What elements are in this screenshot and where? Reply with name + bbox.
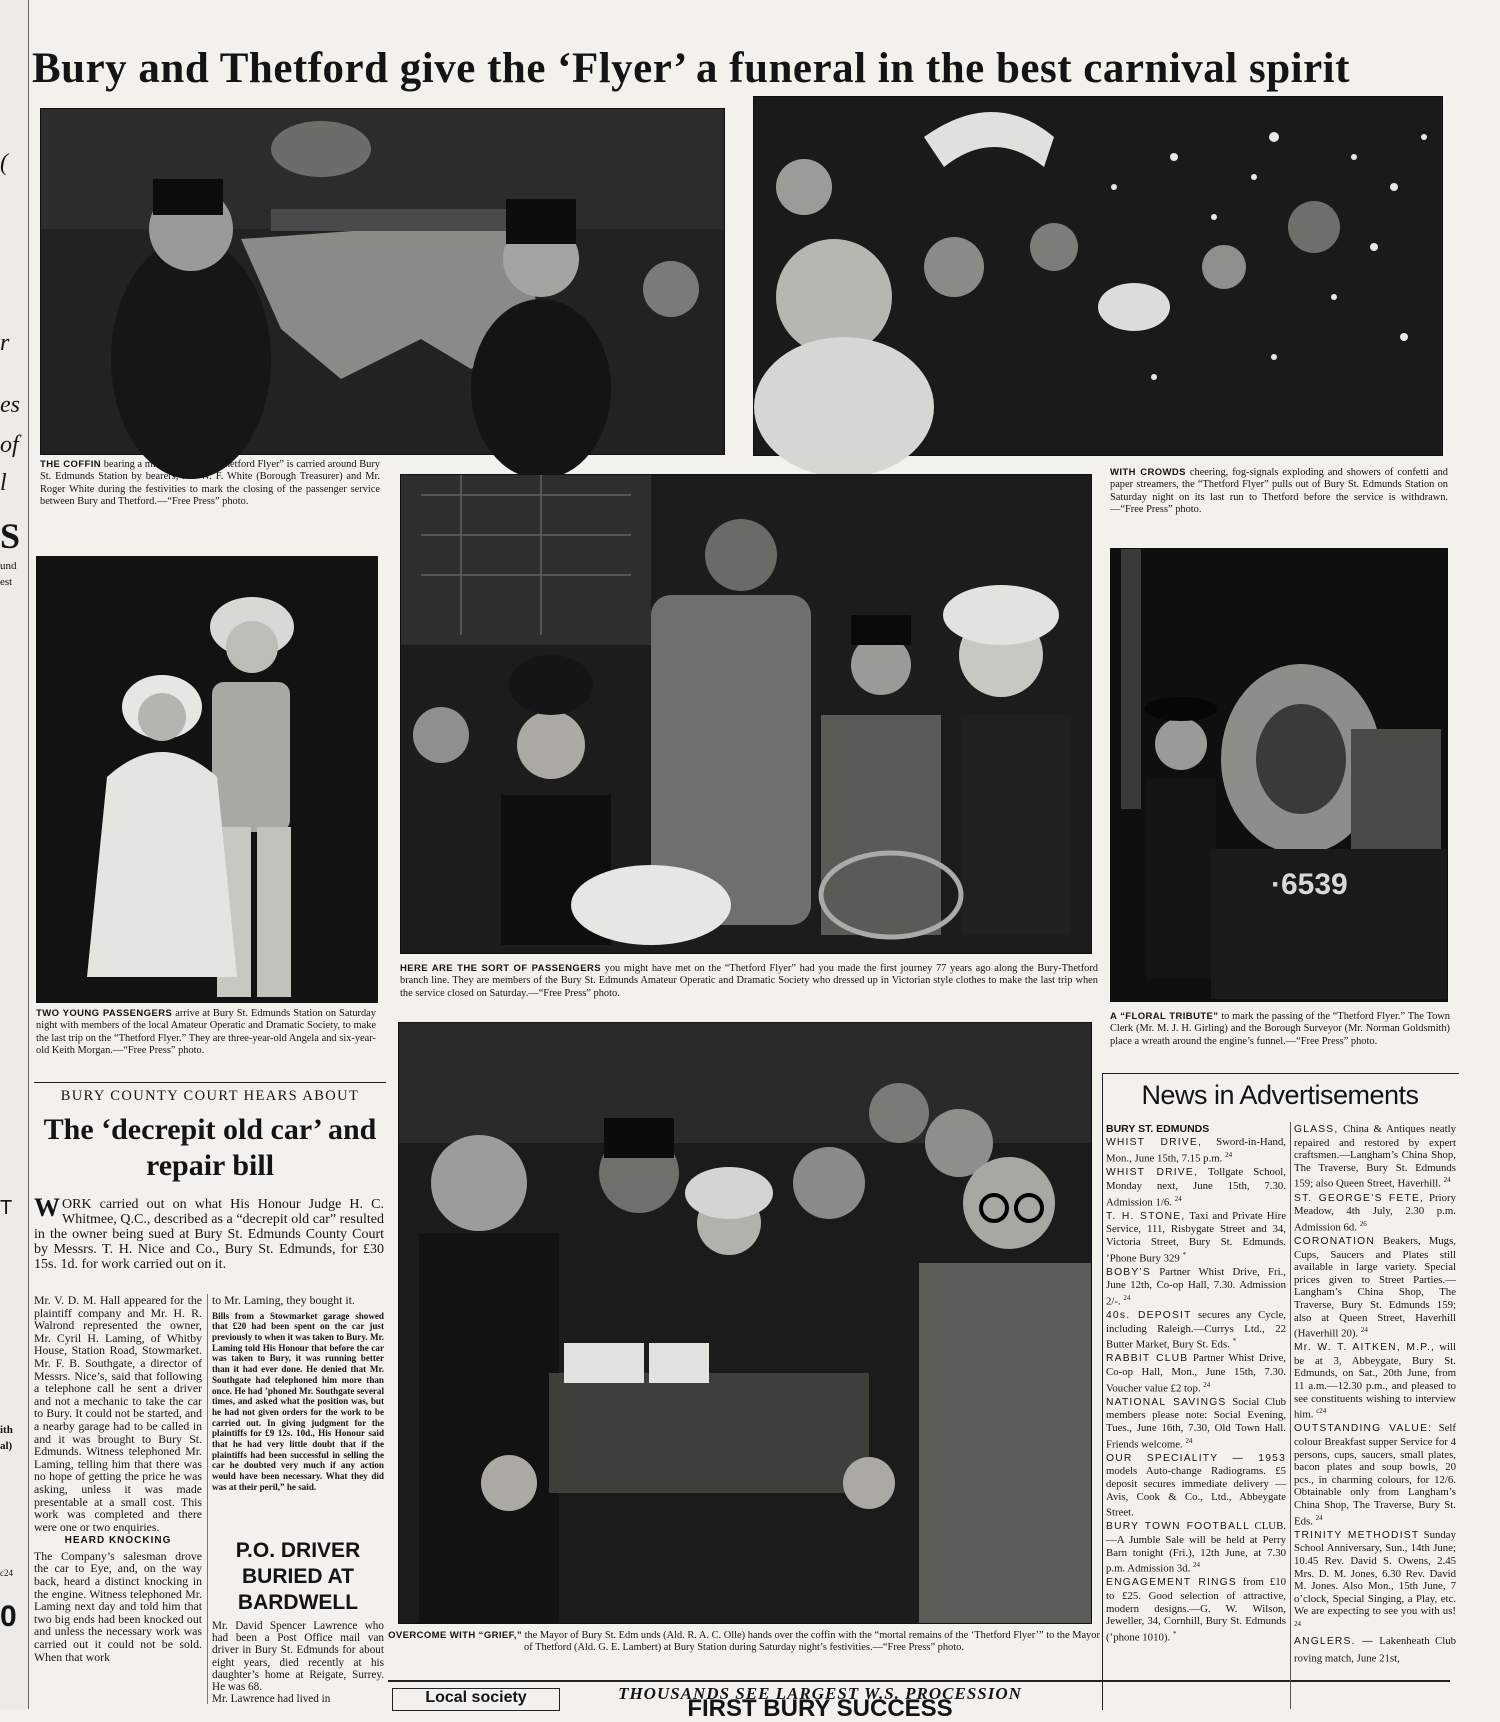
ad-ref: 24 [1174, 1194, 1182, 1203]
story-kicker: BURY COUNTY COURT HEARS ABOUT [60, 1088, 360, 1104]
ad-text: China & Antiques neatly repaired and restored by expert craftsmen.—Langham’s China Shop, The Traverse, Bury St. Edmunds 159; also Queen Street, Haverhill. [1294, 1123, 1456, 1190]
caption-lead: WITH CROWDS [1110, 467, 1186, 478]
caption-text: cheering, fog-signals exploding and showers of confetti and paper streamers, the “Thetford Flyer” pulls out of Bury St. Edmunds Station on Saturday night on its last run to Thetford before the service is withdrawn.—“Free Press” photo. [1110, 467, 1449, 516]
ad-ref: 24 [1123, 1293, 1131, 1302]
ad-text: Priory Meadow, 4th July, 2.30 p.m. Admission 6d. [1294, 1191, 1456, 1234]
ad-keyword: TRINITY METHODIST [1294, 1529, 1420, 1541]
classified-ad [1106, 1352, 1286, 1394]
ad-text: models Auto-change Radiograms. £5 deposit secures immediate delivery — Avis, Cook & Co., Ltd., Abbeygate Street. [1106, 1465, 1286, 1519]
caption-passengers [400, 963, 1098, 1000]
ad-text: Partner Whist Drive, Co-op Hall, Mon., June 15th, 7.30. Voucher value £2 top. [1106, 1352, 1286, 1395]
column-rule [28, 0, 29, 1709]
ad-keyword: T. H. STONE, [1106, 1210, 1186, 1222]
ad-ref: 24 [1294, 1619, 1301, 1628]
ad-ref: 24 [1443, 1176, 1451, 1185]
ad-ref: c24 [1316, 1407, 1327, 1416]
caption-text: bearing a miniature of the “Thetford Flyer” is carried around Bury St. Edmunds Station by bearers, Mr. W. F. White (Borough Treasurer) and Mr. Roger White during the festivities to mark the closing of the passenger service between Bury and Thetford.—“Free Press” photo. [40, 459, 380, 508]
ad-text: CLUB.—A Jumble Sale will be held at Perry Barn tonight (Fri.), 12th June, at 7.30 p.m. Admission 3d. [1106, 1520, 1286, 1575]
caption-text: to mark the passing of the “Thetford Flyer.” The Town Clerk (Mr. M. J. H. Girling) and the Borough Surveyor (Mr. Norman Goldsmith) place a wreath around the engine’s funnel.—“Free Press” photo. [1110, 1011, 1450, 1047]
caption-lead: HERE ARE THE SORT OF PASSENGERS [400, 963, 601, 974]
driver-body-text: Mr. David Spencer Lawrence who had been a Post Office mail van driver in Bury St. Edmunds for about eight years, died recently at his daughter’s home at Reigate, Surrey. He was 68. [212, 1620, 384, 1694]
caption-crowds [1110, 467, 1448, 517]
strip-text: ith [0, 1424, 13, 1436]
classified-ad [1294, 1635, 1456, 1665]
story-col1 [34, 1294, 202, 1663]
caption-lead: OVERCOME WITH “GRIEF,” [388, 1630, 522, 1641]
ads-town: BURY ST. EDMUNDS [1106, 1123, 1210, 1135]
driver-headline: P.O. DRIVER BURIED AT BARDWELL [235, 1539, 361, 1614]
column-rule [1290, 1122, 1291, 1709]
ad-ref: 24 [1185, 1436, 1193, 1445]
ad-text: Lakenheath Club roving match, June 21st, [1294, 1635, 1457, 1665]
ads-col1 [1106, 1123, 1286, 1645]
previous-page-strip [0, 0, 28, 1709]
ad-ref: 24 [1360, 1326, 1368, 1335]
ad-keyword: GLASS, [1294, 1124, 1339, 1135]
ad-text: will be at 3, Abbeygate, Bury St. Edmunds, on Sat., 20th June, from 11 a.m.—12.30 p.m., and pleased to see constituents wishing to interview him. [1294, 1341, 1457, 1421]
ad-text: Tollgate School, Monday next, June 15th, 7.30. Admission 1/6. [1106, 1166, 1286, 1209]
classified-ad [1106, 1396, 1286, 1451]
ad-ref: 24 [1203, 1380, 1211, 1389]
ads-col2 [1294, 1123, 1456, 1666]
strip-text: 0 [0, 1600, 17, 1633]
ad-ref: * [1182, 1250, 1186, 1259]
ad-keyword: ANGLERS. — [1294, 1636, 1374, 1648]
ad-text: Sunday School Anniversary, Sun., 14th June; 10.45 Rev. David S. Owens, 2.45 Mrs. D. M. Jones, 6.30 Rev. David M. Jones. Also Mon., 15th June, 7 o’clock, Special Singing, a Play, etc. We are expecting to see you with us! [1294, 1528, 1456, 1618]
classified-ad [1294, 1341, 1456, 1421]
ad-keyword: WHIST DRIVE, [1106, 1136, 1202, 1148]
bottom-banner: THOUSANDS SEE LARGEST W.S. PROCESSION [618, 1684, 1022, 1703]
ad-keyword: Mr. W. T. AITKEN, M.P., [1294, 1342, 1436, 1354]
ad-text: Self colour Breakfast supper Service for 4 persons, cups, saucers, small plates, bacon plates and soup bowls, 20 pcs., in charming colours, for 12/6. Obtainable only from Langham’s China Shop, The Traverse, Bury St. Eds. [1294, 1422, 1457, 1528]
caption-young-passengers [36, 1008, 376, 1058]
bottom-banner-2: FIRST BURY SUCCESS [687, 1695, 953, 1722]
ad-ref: * [1232, 1337, 1237, 1346]
photo-young-passengers [36, 556, 378, 1003]
ad-keyword: OUR SPECIALITY — 1953 [1106, 1452, 1286, 1464]
ad-text: Beakers, Mugs, Cups, Saucers and Plates still available in large variety. Special prices given to Street Parties.—Langham’s China Shop, The Traverse, Bury St. Edmunds 159; also at Queen Street, Haverhill (Haverhill 20). [1294, 1234, 1456, 1340]
classified-ad [1106, 1452, 1286, 1520]
ad-ref: 24 [1225, 1151, 1233, 1160]
ad-keyword: ENGAGEMENT RINGS [1106, 1577, 1237, 1589]
ad-text: Taxi and Private Hire Service, 111, Risbygate Street and 34, Victoria Street, Bury St. Edmunds. ’Phone Bury 329 [1106, 1209, 1286, 1265]
photo-coffin [40, 108, 725, 455]
ad-text: Sword-in-Hand, Mon., June 15th, 7.15 p.m. [1106, 1135, 1286, 1165]
classified-ad [1106, 1166, 1286, 1208]
ad-keyword: CORONATION [1294, 1235, 1376, 1247]
driver-body-text-2: Mr. Lawrence had lived in [212, 1693, 331, 1706]
ad-text: Partner Whist Drive, Fri., June 12th, Co-op Hall, 7.30. Admission 2/-. [1106, 1265, 1286, 1308]
local-society-box: Local society [392, 1688, 560, 1711]
caption-text: the Mayor of Bury St. Edm unds (Ald. R. A. C. Olle) hands over the coffin with the “mortal remains of the ‘Thetford Flyer’” to the Mayor of Thetford (Ald. G. E. Lambert) at Bury Station during Saturday night’s festivities.—“Free Press” photo. [524, 1630, 1100, 1654]
ad-keyword: 40s. DEPOSIT [1106, 1310, 1192, 1322]
drop-cap: W [34, 1193, 60, 1222]
strip-text: S [0, 516, 21, 556]
story-intro-text: ORK carried out on what His Honour Judge H. C. Whitmee, Q.C., described as a “decrepit old car” resulted in the owner being sued at Bury St. Edmunds County Court by Messrs. T. H. Nice and Co., Bury St. Edmunds, for £30 15s. 1d. for work carried out on it. [34, 1197, 384, 1272]
caption-grief [388, 1630, 1100, 1655]
classified-ad [1106, 1210, 1286, 1265]
ad-keyword: NATIONAL SAVINGS [1106, 1396, 1227, 1408]
classified-ad [1294, 1422, 1456, 1527]
strip-text: T [0, 1197, 13, 1219]
strip-text: und [0, 560, 17, 572]
ad-ref: 24 [1193, 1561, 1200, 1570]
ad-keyword: ST. GEORGE’S FETE, [1294, 1192, 1425, 1204]
ad-keyword: RABBIT CLUB [1106, 1353, 1189, 1365]
ads-title: News in Advertisements [1141, 1080, 1419, 1110]
story-col1b-text: The Company’s salesman drove the car to Eye, and, on the way back, heard a distinct knocking in the engine. Witness telephoned Mr. Laming next day and told him that two big ends had been knocked out and unless the necessary work was carried out it could not be sold. When that work [34, 1548, 202, 1664]
ad-text: from £10 to £25. Good selection of attractive, modern designs.—G. W. Wilson, Jeweller, 34, Cornhill, Bury St. Edmunds (’phone 1010). [1106, 1576, 1287, 1644]
classified-ad [1106, 1136, 1286, 1166]
classified-ad [1294, 1192, 1456, 1234]
engine-number: ·6539 [1271, 868, 1348, 901]
caption-text: you might have met on the “Thetford Flyer” had you made the first journey 77 years ago along the Bury-Thetford branch line. They are members of the Bury St. Edmunds Amateur Operatic and Dramatic Society who dressed up in Victorian style clothes to make the last trip when the service closed on Saturday.—“Free Press” photo. [400, 963, 1099, 999]
strip-text: l [0, 470, 7, 496]
ad-keyword: BURY TOWN FOOTBALL [1106, 1521, 1250, 1533]
ad-text: secures any Cycle, including Raleigh.—Currys Ltd., 22 Butter Market, Bury St. Eds. [1106, 1309, 1286, 1351]
ad-ref: * [1172, 1629, 1177, 1638]
caption-lead: A “FLORAL TRIBUTE” [1110, 1011, 1219, 1022]
story-col1-text: Mr. V. D. M. Hall appeared for the plaintiff company and Mr. H. R. Walrond represented the owner, Mr. Cyril H. Laming, of Whitby House, Station Road, Stowmarket. Mr. F. B. Southgate, a director of Messrs. Nice’s, said that following a telephone call he sent a driver and not a mechanic to take the car to Bury. It could not be started, and a nearby garage had to be called in and it was brought to Bury St. Edmunds. Witness telephoned Mr. Laming, telling him that there was no hope of getting the price he was asking, unless it was made presentable at a small cost. This work was completed and there were one or two enquiries. [34, 1293, 202, 1534]
story-col2b-text: Bills from a Stowmarket garage showed that £20 had been spent on the car just previously to when it was taken to Bury. Mr. Laming told His Honour that before the car was taken to Bury, it was running better than it had ever done. He denied that Mr. Southgate had telephoned him more than once. He had ’phoned Mr. Southgate several times, and asked what the position was, but he had not given orders for the work to be carried out. In giving judgment for the plaintiffs for £9 12s. 10d., His Honour said that he had very little doubt that if the plaintiffs had been successful in selling the car he doubted very much if any action would have been necessary. What they did was at their peril,” he said. [212, 1310, 384, 1492]
story-subhead: HEARD KNOCKING [64, 1535, 172, 1547]
ads-col2-list [1294, 1123, 1456, 1665]
story-top-rule [34, 1082, 386, 1083]
classified-ad [1106, 1266, 1286, 1308]
ad-ref: 24 [1315, 1513, 1323, 1522]
column-rule [207, 1294, 208, 1704]
photo-grief [398, 1022, 1092, 1624]
strip-text: c24 [0, 1568, 13, 1578]
classified-ad [1106, 1520, 1286, 1575]
ad-ref: 26 [1359, 1219, 1367, 1228]
story-headline: The ‘decrepit old car’ and repair bill [43, 1113, 377, 1182]
caption-lead: TWO YOUNG PASSENGERS [36, 1008, 173, 1019]
caption-coffin [40, 459, 380, 509]
ad-keyword: WHIST DRIVE, [1106, 1167, 1199, 1179]
classified-ad [1294, 1529, 1456, 1634]
strip-text: of [0, 432, 19, 458]
story-col2 [212, 1294, 384, 1493]
caption-text: arrive at Bury St. Edmunds Station on Saturday night with members of the local Amateur Operatic and Dramatic Society, to make the last trip on the “Thetford Flyer.” They are three-year-old Angela and six-year-old Keith Morgan.—“Free Press” photo. [36, 1008, 376, 1057]
photo-passengers [400, 474, 1092, 954]
strip-text: al) [0, 1440, 13, 1452]
photo-crowds [753, 96, 1443, 456]
caption-lead: THE COFFIN [40, 459, 102, 470]
page-headline: Bury and Thetford give the ‘Flyer’ a funeral in the best carnival spirit [32, 45, 1350, 92]
story-intro [34, 1193, 384, 1272]
ad-keyword: BOBY’S [1106, 1266, 1151, 1278]
strip-text: es [0, 392, 20, 418]
classified-ad [1294, 1123, 1456, 1191]
driver-body [212, 1620, 384, 1705]
classified-ad [1106, 1576, 1286, 1644]
ad-text: Social Club members please note: Social Evening, Tues., June 16th, 7.30, Old Town Hall. Friends welcome. [1106, 1395, 1286, 1451]
classified-ad [1294, 1235, 1456, 1340]
ads-col1-list [1106, 1136, 1286, 1644]
classified-ad [1106, 1309, 1286, 1351]
story-col2a-text: to Mr. Laming, they bought it. [212, 1293, 355, 1307]
strip-text: ( [0, 150, 8, 176]
caption-floral-tribute [1110, 1011, 1450, 1048]
ad-keyword: OUTSTANDING VALUE: [1294, 1423, 1433, 1435]
strip-text: est [0, 576, 13, 588]
strip-text: r [0, 330, 10, 356]
photo-floral-tribute [1110, 548, 1448, 1002]
